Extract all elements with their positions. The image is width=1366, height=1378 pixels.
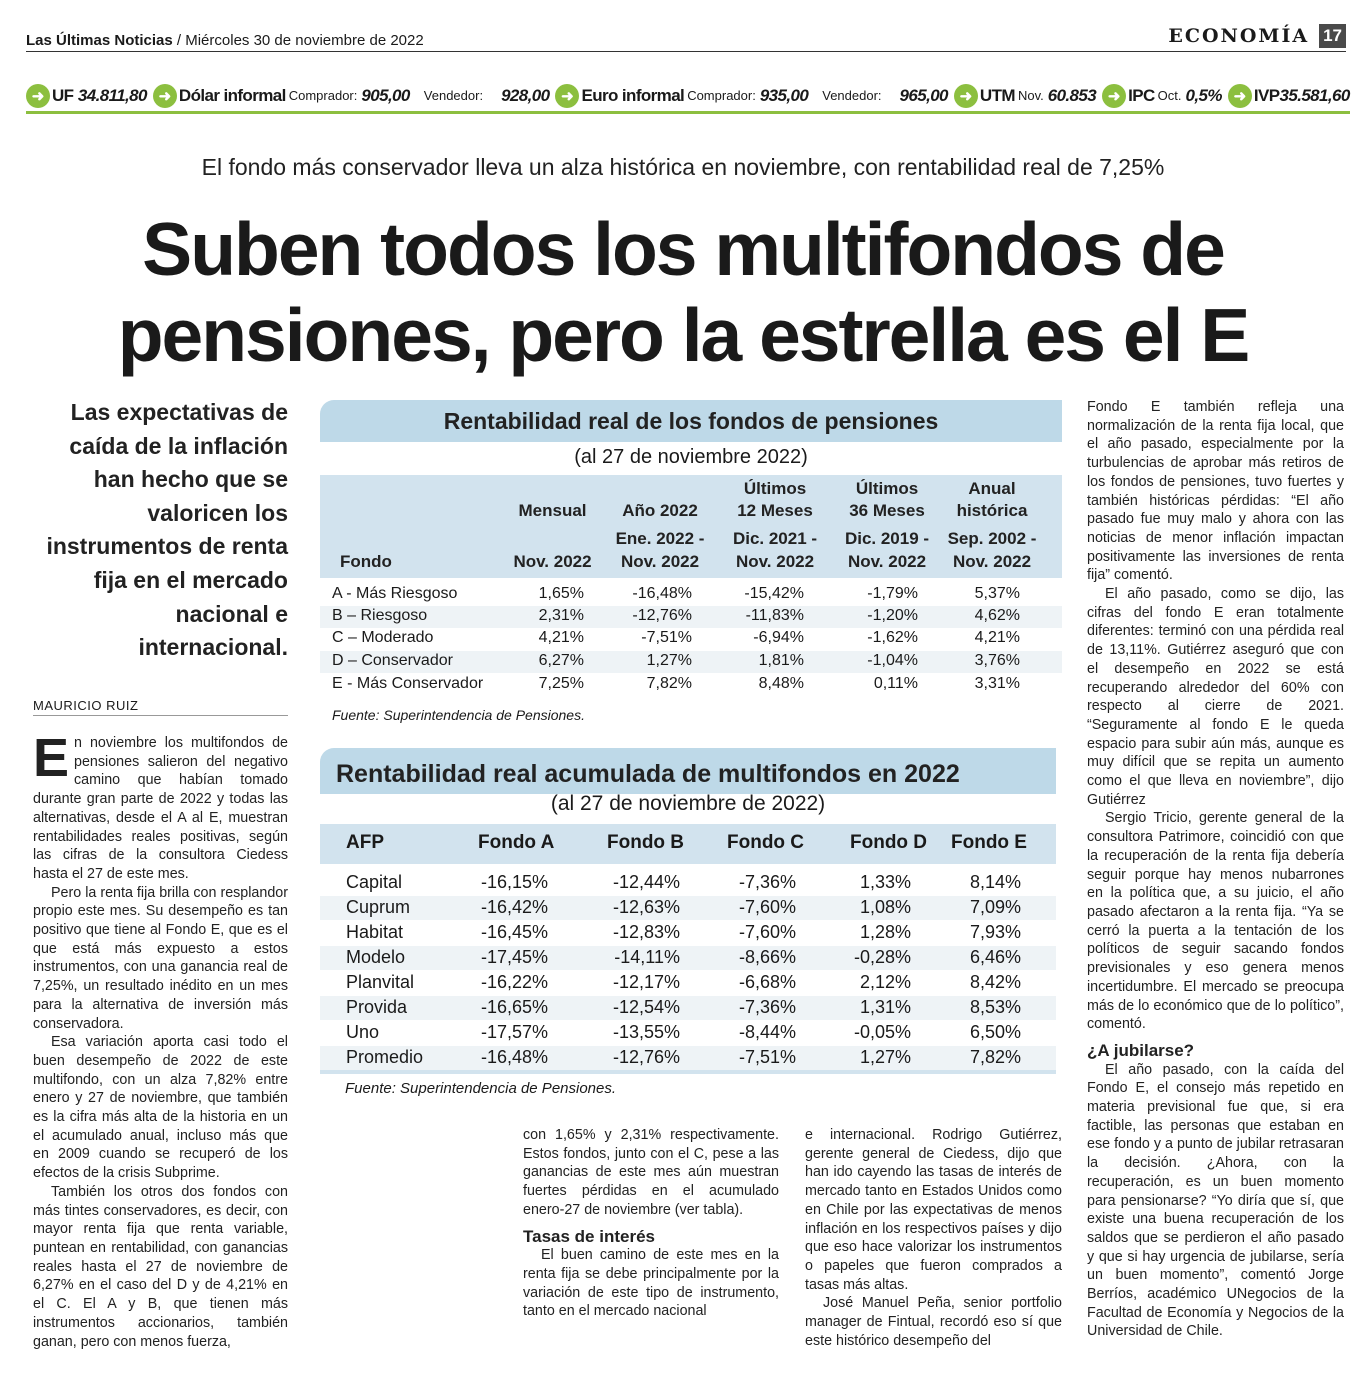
table2-cell-d: 1,08% — [859, 897, 911, 917]
table2-cell-e: 6,50% — [969, 1022, 1021, 1042]
paragraph: El año pasado, con la caída del Fondo E, el consejo más repetido en materia previsional fue que, si era factible, las personas que estaban en ese fondo y a punto de jubilar retrasaran la decisión. ¿Ahora, con la recuperación, es un buen momento para pensionarse? “Yo diría que sí, que existe una buena recuperación de los saldos que se perdieron el año pasado y que si hay urgencia de jubilarse, sería un buen momento”, comentó Jorge Berríos, académico UNegocios de la Facultad de Economía y Negocios de la Universidad de Chile. — [1087, 1061, 1344, 1340]
table1-period-ano-a: Ene. 2022 - — [615, 529, 705, 548]
table1-cell-mensual: 7,25% — [538, 675, 584, 692]
table-row — [320, 896, 1056, 920]
arrow-right-icon: ➜ — [26, 84, 50, 108]
table2-source: Fuente: Superintendencia de Pensiones. — [345, 1080, 617, 1097]
table1-cell-ano: -16,48% — [632, 585, 692, 602]
table1-period-mensual: Nov. 2022 — [513, 552, 592, 571]
table2-cell-d: -0,28% — [853, 947, 911, 967]
table2-cell-d: 1,33% — [859, 872, 911, 892]
ivp-value: 35.581,60 — [1279, 85, 1350, 105]
table1-cell-36m: -1,04% — [867, 652, 918, 669]
table-row — [320, 871, 1056, 895]
table2-cell-a: -16,15% — [480, 872, 548, 892]
publication-date: / Miércoles 30 de noviembre de 2022 — [176, 32, 424, 49]
table1-source: Fuente: Superintendencia de Pensiones. — [332, 707, 585, 723]
table-row — [320, 1021, 1056, 1045]
table1-cell-ano: 7,82% — [646, 675, 692, 692]
table1-col-anual-b: histórica — [956, 501, 1028, 520]
table2-cell-afp: Habitat — [346, 922, 404, 942]
table2-col-afp: AFP — [346, 832, 384, 853]
ticker-utm — [954, 84, 1096, 108]
paragraph: Sergio Tricio, gerente general de la consultora Patrimore, coincidió con que la recuperación de la renta fija debería seguir porque hay menos nubarrones en la política que, a su juicio, el año pasado afectaron a la renta fija. “Ya se cerró la puerta a la tentación de los políticos de seguir sacando fondos previsionales y eso genera menos incertidumbre. El mercado se preocupa más de lo económico que de lo político”, comentó. — [1087, 810, 1344, 1033]
paragraph: También los otros dos fondos con más tintes conservadores, es decir, con mayor renta fija que renta variable, puntean en rentabilidad, con ganancias reales hasta el 27 de noviembre de 6,27% en el caso del D y de 4,21% en el C. El A y B, que tienen más instrumentos accionarios, también ganan, pero con menos fuerza, — [33, 1183, 288, 1350]
table1-col-fondo: Fondo — [340, 552, 392, 571]
paragraph: e internacional. Rodrigo Gutiérrez, gerente general de Ciedess, dijo que han ido cayendo las tasas de interés de mercado tanto en Estados Unidos como en Chile por las expectativas de menos inflación en los respectivos países y dijo que eso hace valorizar los instrumentos o papeles que fueron comprados a tasas más altas. — [805, 1127, 1062, 1293]
ipc-label: IPC — [1128, 85, 1155, 105]
table2-cell-c: -7,36% — [738, 872, 796, 892]
table1-header — [320, 475, 1062, 578]
table1-period-36m-b: Nov. 2022 — [847, 552, 927, 571]
ipc-value: 0,5% — [1185, 85, 1222, 105]
table1-cell-anual: 4,62% — [974, 607, 1020, 624]
table2-cell-afp: Cuprum — [346, 897, 411, 917]
table1-cell-12m: 1,81% — [758, 652, 804, 669]
table2-cell-c: -8,66% — [738, 947, 796, 967]
table2-cell-d: 2,12% — [859, 972, 911, 992]
table1-cell-36m: -1,79% — [867, 585, 918, 602]
table1-period-12m-a: Dic. 2021 - — [732, 529, 818, 548]
table1-cell-anual: 4,21% — [974, 629, 1020, 646]
ticker-euro — [555, 84, 947, 108]
table-row — [320, 971, 1056, 995]
dolar-comprador-label: Comprador: — [288, 88, 358, 103]
uf-label: UF — [52, 85, 74, 105]
paragraph: El buen camino de este mes en la renta fija se debe principalmente por la variación de este tipo de instrumento, tanto en el mercado nacional — [523, 1247, 779, 1320]
table1-cell-anual: 5,37% — [974, 585, 1020, 602]
table2-col-c: Fondo C — [727, 832, 805, 853]
table-row — [320, 584, 1062, 606]
table2-header — [320, 824, 1056, 864]
table-row — [320, 996, 1056, 1020]
table2-cell-b: -12,17% — [612, 972, 680, 992]
table2-title: Rentabilidad real acumulada de multifondos en 2022 — [320, 748, 1056, 794]
table2-cell-b: -12,76% — [612, 1047, 680, 1067]
table2-cell-a: -17,45% — [480, 947, 548, 967]
body-column-3 — [805, 1126, 1062, 1350]
table2-cell-e: 7,09% — [969, 897, 1021, 917]
table1-cell-36m: 0,11% — [873, 675, 918, 692]
table1-cell-fondo: B – Riesgoso — [332, 607, 428, 624]
table2-cell-c: -7,60% — [738, 897, 796, 917]
table1-cell-36m: -1,20% — [867, 607, 918, 624]
paragraph: En noviembre los multifondos de pensiones salieron del negativo camino que habían tomado durante gran parte de 2022 y todas las alternativas, desde el A al E, muestran rentabilidades reales positivas, según las cifras de la consultora Ciedess hasta el 27 de este mes. — [33, 728, 288, 882]
table2-cell-a: -17,57% — [480, 1022, 548, 1042]
table2-cell-a: -16,22% — [480, 972, 548, 992]
page-header — [26, 25, 1346, 52]
euro-comprador-label: Comprador: — [687, 88, 756, 103]
ticker-ipc — [1102, 84, 1222, 108]
paragraph: con 1,65% y 2,31% respectivamente. Estos fondos, junto con el C, pese a las ganancias de este mes aún muestran fuertes pérdidas en el acumulado enero-27 de noviembre (ver tabla). — [523, 1127, 779, 1218]
dolar-label: Dólar informal — [178, 85, 286, 105]
table1-period-anual-a: Sep. 2002 - — [947, 529, 1037, 548]
table1-period-ano-b: Nov. 2022 — [620, 552, 700, 571]
body-column-2 — [523, 1126, 779, 1321]
page-number: 17 — [1319, 24, 1346, 48]
paragraph: Pero la renta fija brilla con resplandor propio este mes. Su desempeño es tan positivo que tiene al Fondo E, que es el que está más expuesto a estos instrumentos, con una ganancia real de 7,25%, un resultado inédito en un mes para la alternativa de inversión más conservadora. — [33, 884, 288, 1032]
article-summary: Las expectativas de caída de la inflación han hecho que se valoricen los instrumentos de renta fija en el mercado nacional e internacional. — [46, 399, 288, 661]
table2-cell-c: -7,36% — [738, 997, 796, 1017]
ticker-dolar — [153, 84, 550, 108]
table2-cell-e: 8,14% — [969, 872, 1021, 892]
table2-cell-c: -7,51% — [738, 1047, 796, 1067]
table2-cell-d: 1,27% — [859, 1047, 911, 1067]
table2-col-b: Fondo B — [607, 832, 685, 853]
publication-name: Las Últimas Noticias — [26, 32, 173, 49]
table2-cell-b: -12,44% — [612, 872, 680, 892]
table2-col-d: Fondo D — [850, 832, 928, 853]
table-row — [320, 606, 1062, 628]
paragraph: El año pasado, como se dijo, las cifras del fondo E eran totalmente diferentes: terminó con una pérdida real de 13,11%. Gutiérrez aseguró que con el desempeño en 2022 se está recuperando alrededor del 60% con respecto al cierre de 2021. “Seguramente al fondo E le queda espacio para subir aún más, aunque es muy difícil que se repita un aumento como el que lleva en noviembre”, dijo Gutiérrez — [1087, 586, 1344, 808]
table2-cell-afp: Capital — [346, 872, 403, 892]
paragraph: Fondo E también refleja una normalización de la renta fija local, que el año pasado, especialmente por la turbulencias de aprobar más retiros de los fondos de pensiones, tuvo fuertes y también históricas pérdidas: “El año pasado fue muy malo y ahora con las noticias de menor inflación impactan positivamente las inversiones de renta fija” comentó. — [1087, 399, 1344, 584]
table1-cell-12m: -11,83% — [745, 607, 804, 624]
arrow-right-icon: ➜ — [1228, 84, 1252, 108]
table1-cell-mensual: 2,31% — [538, 607, 584, 624]
subhead-tasas: Tasas de interés — [523, 1226, 655, 1246]
table1-col-12m-a: Últimos — [743, 479, 807, 498]
uf-value: 34.811,80 — [77, 85, 147, 105]
arrow-right-icon: ➜ — [1102, 84, 1126, 108]
table2-col-a: Fondo A — [478, 832, 555, 853]
table1-cell-12m: -15,42% — [744, 585, 804, 602]
utm-label: UTM — [979, 85, 1015, 105]
body-column-4 — [1087, 398, 1344, 1341]
table2-cell-b: -12,54% — [612, 997, 680, 1017]
table2-cell-e: 7,93% — [969, 922, 1021, 942]
article-byline: MAURICIO RUIZ — [33, 698, 288, 716]
table2-cell-afp: Planvital — [346, 972, 415, 992]
table-row — [320, 1046, 1056, 1070]
table2-cell-b: -14,11% — [614, 947, 680, 967]
table1-cell-ano: -7,51% — [641, 629, 692, 646]
utm-value: 60.853 — [1047, 85, 1097, 105]
table2-cell-a: -16,45% — [480, 922, 548, 942]
table2-cell-e: 6,46% — [969, 947, 1021, 967]
table2-subtitle: (al 27 de noviembre de 2022) — [550, 792, 826, 815]
table1-cell-36m: -1,62% — [867, 629, 918, 646]
table2-cell-b: -12,63% — [612, 897, 680, 917]
subhead-jubilarse: ¿A jubilarse? — [1087, 1040, 1195, 1060]
table-row — [320, 651, 1062, 673]
table2-cell-afp: Provida — [346, 997, 408, 1017]
headline-line-1: Suben todos los multifondos de — [142, 207, 1224, 291]
arrow-right-icon: ➜ — [153, 84, 177, 108]
euro-vendedor-value: 965,00 — [899, 85, 948, 105]
table2-col-e: Fondo E — [951, 832, 1027, 853]
table-row — [320, 674, 1062, 696]
table2-cell-a: -16,65% — [480, 997, 548, 1017]
table1-title: Rentabilidad real de los fondos de pensiones — [320, 400, 1062, 442]
indicators-ticker — [26, 80, 1350, 114]
masthead — [26, 32, 424, 49]
table1-period-36m-a: Dic. 2019 - — [844, 529, 930, 548]
euro-comprador-value: 935,00 — [759, 85, 809, 105]
drop-cap: E — [33, 728, 70, 788]
table2-cell-c: -7,60% — [738, 922, 796, 942]
table2-cell-d: -0,05% — [853, 1022, 911, 1042]
table1-cell-anual: 3,31% — [974, 675, 1020, 692]
ticker-ivp — [1228, 84, 1350, 108]
table1-cell-ano: 1,27% — [646, 652, 692, 669]
section-name: ECONOMÍA — [1168, 25, 1310, 47]
table1-cell-fondo: C – Moderado — [332, 629, 434, 646]
article-kicker: El fondo más conservador lleva un alza histórica en noviembre, con rentabilidad real de 7,25% — [201, 154, 1165, 180]
table1-subtitle: (al 27 de noviembre 2022) — [574, 446, 808, 468]
table2-cell-d: 1,28% — [859, 922, 911, 942]
table1-col-anual-a: Anual — [968, 479, 1016, 498]
table1-cell-fondo: A - Más Riesgoso — [332, 585, 458, 602]
table1-cell-fondo: D – Conservador — [332, 652, 453, 669]
table2-cell-e: 8,42% — [969, 972, 1021, 992]
table1-period-anual-b: Nov. 2022 — [952, 552, 1032, 571]
table1-cell-mensual: 1,65% — [538, 585, 584, 602]
section-block — [1168, 24, 1346, 48]
table1-cell-fondo: E - Más Conservador — [332, 675, 484, 692]
table2-cell-e: 7,82% — [969, 1047, 1021, 1067]
euro-vendedor-label: Vendedor: — [822, 88, 882, 103]
table1-cell-ano: -12,76% — [632, 607, 692, 624]
table1-cell-mensual: 4,21% — [538, 629, 584, 646]
table1-cell-anual: 3,76% — [974, 652, 1020, 669]
article-headline — [0, 206, 1366, 378]
paragraph: José Manuel Peña, senior portfolio manager de Fintual, recordó eso sí que este histórico desempeño del — [805, 1295, 1062, 1349]
paragraph: Esa variación aporta casi todo el buen desempeño de 2022 de este multifondo, con un alza 7,82% entre enero y 27 de noviembre, que también es la cifra más alta de la historia en un el acumulado anual, incluso más que en 2009 cuando se recuperó de los efectos de la crisis Subprime. — [33, 1034, 288, 1182]
table2-cell-e: 8,53% — [969, 997, 1021, 1017]
dolar-comprador-value: 905,00 — [361, 85, 410, 105]
euro-label: Euro informal — [581, 85, 685, 105]
table2-cell-d: 1,31% — [859, 997, 911, 1017]
ivp-label: IVP — [1253, 85, 1280, 105]
table1-col-36m-a: Últimos — [855, 479, 919, 498]
table2-cell-afp: Uno — [346, 1022, 380, 1042]
utm-month: Nov. — [1017, 88, 1044, 103]
table1-col-36m-b: 36 Meses — [849, 501, 925, 520]
table2-cell-a: -16,42% — [480, 897, 548, 917]
table2-cell-c: -8,44% — [738, 1022, 796, 1042]
table1-period-12m-b: Nov. 2022 — [735, 552, 815, 571]
table2-cell-afp: Promedio — [346, 1047, 424, 1067]
table2-cell-a: -16,48% — [480, 1047, 548, 1067]
headline-line-2: pensiones, pero la estrella es el E — [117, 293, 1249, 377]
dolar-vendedor-label: Vendedor: — [423, 88, 484, 103]
ipc-month: Oct. — [1157, 88, 1182, 103]
table1-cell-12m: -6,94% — [753, 629, 804, 646]
arrow-right-icon: ➜ — [555, 84, 579, 108]
dolar-vendedor-value: 928,00 — [501, 85, 550, 105]
ticker-uf — [26, 84, 147, 108]
table1-cell-12m: 8,48% — [758, 675, 804, 692]
table2-cell-afp: Modelo — [346, 947, 406, 967]
table2-cell-b: -12,83% — [612, 922, 680, 942]
table2-cell-b: -13,55% — [612, 1022, 680, 1042]
table2-cell-c: -6,68% — [738, 972, 796, 992]
body-column-1 — [33, 728, 288, 1351]
table1-cell-mensual: 6,27% — [538, 652, 584, 669]
table-row — [320, 628, 1062, 650]
table2-footer-rule — [320, 1070, 1056, 1074]
table-row — [320, 921, 1056, 945]
table1-col-mensual: Mensual — [518, 501, 587, 520]
table1-col-ano: Año 2022 — [622, 501, 698, 520]
table1-col-12m-b: 12 Meses — [737, 501, 813, 520]
arrow-right-icon: ➜ — [954, 84, 978, 108]
table-row — [320, 946, 1056, 970]
